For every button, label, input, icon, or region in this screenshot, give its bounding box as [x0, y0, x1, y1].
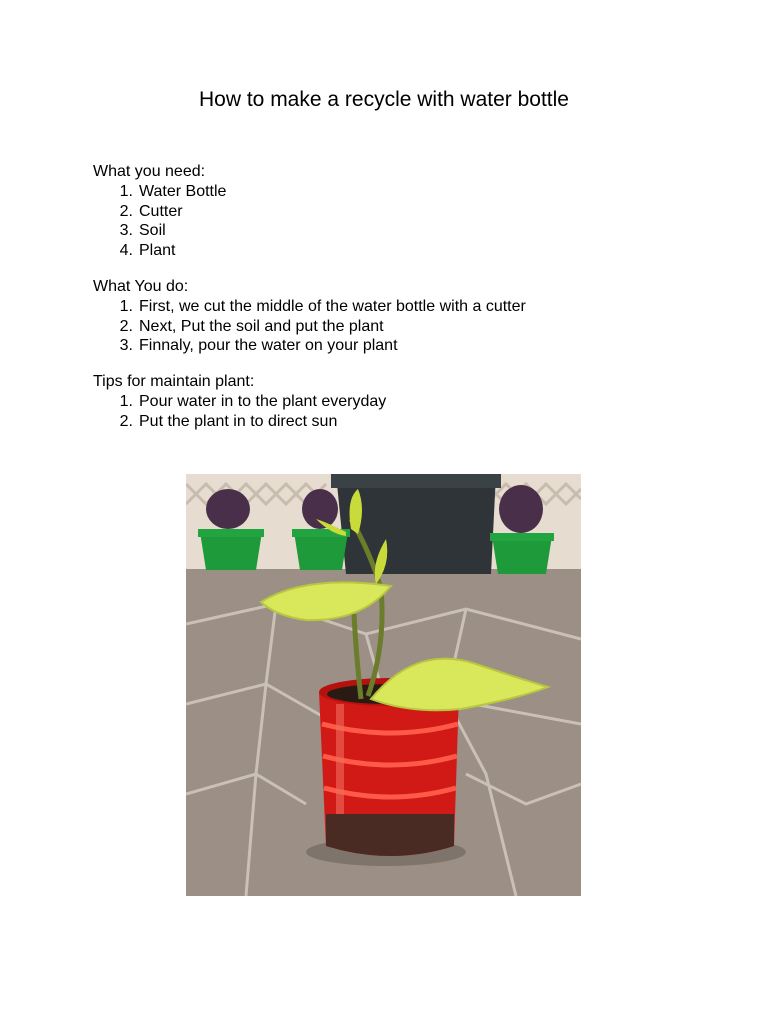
item-text: Plant — [139, 241, 176, 259]
section-heading: What you need: — [93, 163, 206, 180]
item-text: Water Bottle — [139, 183, 227, 200]
list-item — [93, 202, 713, 222]
list-item — [93, 182, 713, 202]
item-number: 2. — [119, 412, 133, 430]
item-number: 3. — [119, 222, 133, 239]
section-what-you-do — [93, 277, 713, 356]
list-item — [93, 241, 713, 261]
item-number: 2. — [119, 317, 133, 335]
item-number: 1. — [119, 183, 133, 200]
item-text: Next, Put the soil and put the plant — [139, 317, 384, 335]
section-what-you-need — [93, 162, 713, 260]
item-number: 1. — [119, 298, 133, 315]
item-text: First, we cut the middle of the water bottle with a cutter — [139, 298, 526, 315]
plant-bottle-photo — [186, 474, 581, 896]
item-number: 1. — [119, 393, 133, 410]
item-text: Put the plant in to direct sun — [139, 412, 338, 430]
list-item — [93, 412, 713, 432]
section-heading: Tips for maintain plant: — [93, 373, 255, 390]
item-number: 2. — [119, 202, 133, 220]
steps-list — [93, 297, 713, 356]
list-item — [93, 221, 713, 241]
item-text: Finnaly, pour the water on your plant — [139, 337, 398, 354]
item-number: 3. — [119, 337, 133, 354]
item-text: Pour water in to the plant everyday — [139, 393, 387, 410]
list-item — [93, 336, 713, 356]
list-item — [93, 317, 713, 337]
list-item — [93, 392, 713, 412]
plant-photo-illustration — [186, 474, 581, 896]
needs-list — [93, 182, 713, 260]
page-title: How to make a recycle with water bottle — [199, 88, 569, 111]
list-item — [93, 297, 713, 317]
item-text: Cutter — [139, 202, 183, 220]
item-text: Soil — [139, 222, 166, 239]
section-tips — [93, 372, 713, 431]
section-heading: What You do: — [93, 278, 189, 295]
tips-list — [93, 392, 713, 431]
item-number: 4. — [119, 241, 133, 259]
